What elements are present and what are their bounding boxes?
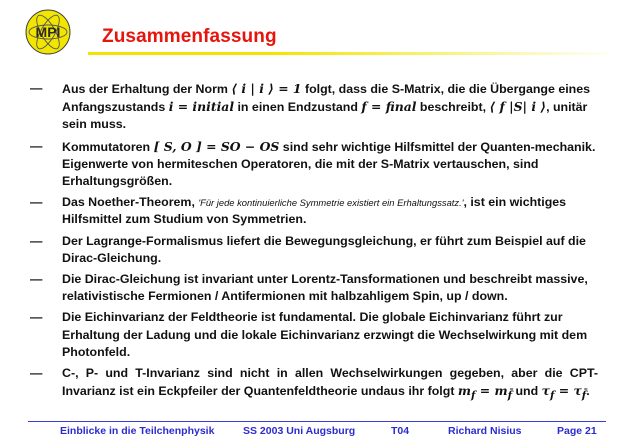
mpi-logo [24, 8, 72, 56]
footer-semester: SS 2003 Uni Augsburg [243, 425, 356, 437]
title-underline [88, 51, 618, 57]
bullet-dash: — [30, 138, 43, 153]
list-item: — Kommutatoren [ S, O ] = SO − OS sind sehr wichtige Hilfsmittel der Quanten-mechanik. Eigenwerte von hermiteschen Operatoren, die mit der S-Matrix vertauschen, sind Erhaltungsgrößen. [30, 138, 598, 191]
list-item: — Die Eichinvarianz der Feldtheorie ist fundamental. Die globale Eichinvarianz führt zur Erhaltung der Ladung und die lokale Eichinvarianz erzwingt die Wechselwirkung mit dem Photonfeld. [30, 309, 598, 361]
noether-quote: 'Für jede kontinuierliche Symmetrie existiert ein Erhaltungssatz.' [198, 197, 464, 209]
list-item: — C-, P- und T-Invarianz sind nicht in allen Wechselwirkungen gegeben, aber die CPT-Invarianz ist ein Eckpfeiler der Quantenfeldtheorie undaus ihr folgt $m_f = m_{f̄}$ und $\tau_f = \tau_{f̄}$. [30, 365, 598, 405]
math-lifetime: $\tau_f = \tau_{f̄}$ [541, 383, 587, 402]
footer-page: Page 21 [557, 425, 597, 437]
math-mass: $m_f = m_{f̄}$ [457, 383, 513, 402]
math-initial: i = initial [168, 99, 235, 115]
footer-author: Richard Nisius [448, 425, 522, 437]
bullet-dash: — [30, 233, 43, 248]
math-norm: ⟨ i | i ⟩ = 1 [231, 81, 302, 96]
math-final: f = final [361, 99, 417, 115]
list-item: — Die Dirac-Gleichung ist invariant unter Lorentz-Tansformationen und beschreibt massive, relativistische Fermionen / Antifermionen mit halbzahligem Spin, up / down. [30, 271, 598, 305]
footer-topic: T04 [391, 425, 410, 437]
bullet-dash: — [30, 310, 43, 325]
summary-list [30, 80, 598, 409]
list-item: — Der Lagrange-Formalismus liefert die Bewegungsgleichung, er führt zum Beispiel auf die Dirac-Gleichung. [30, 233, 598, 267]
bullet-dash: — [30, 195, 43, 210]
footer-rule [28, 421, 606, 422]
footer-course: Einblicke in die Teilchenphysik [60, 425, 215, 437]
logo-text: MPI [35, 24, 61, 40]
list-item: — Das Noether-Theorem, 'Für jede kontinuierliche Symmetrie existiert ein Erhaltungssatz.', ist ein wichtiges Hilfsmittel zum Studium von Symmetrien. [30, 194, 598, 228]
bullet-dash: — [30, 272, 43, 287]
list-item: — Aus der Erhaltung der Norm ⟨ i | i ⟩ = 1 folgt, dass die S-Matrix, die die Übergange eines Anfangszustands i = initial in einen Endzustand f = final beschreibt, ⟨ f |S| i ⟩, unitär sein muss. [30, 80, 598, 134]
bullet-dash: — [30, 366, 43, 381]
math-smatrix: ⟨ f |S| i ⟩ [489, 99, 547, 115]
page-title: Zusammenfassung [102, 26, 277, 47]
math-commutator: [ S, O ] = SO − OS [153, 138, 280, 154]
bullet-dash: — [30, 81, 43, 95]
